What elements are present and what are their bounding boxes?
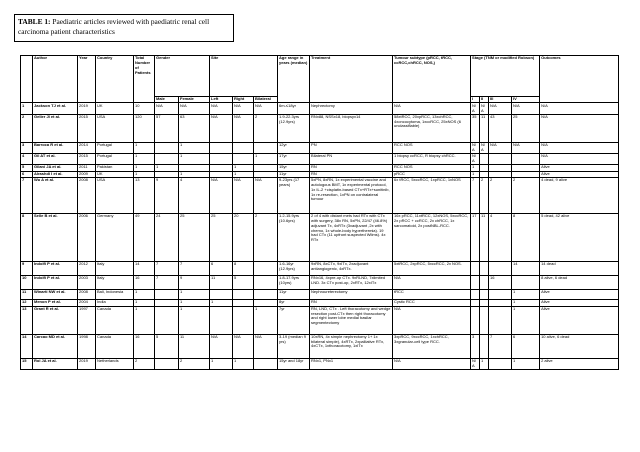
cell-right: N/A bbox=[233, 114, 254, 142]
cell-country: Italy bbox=[96, 276, 134, 290]
cell-country: Germany bbox=[96, 214, 134, 262]
cell-left bbox=[210, 153, 233, 164]
cell-total: 1 bbox=[134, 142, 155, 153]
cell-s2: 11 bbox=[480, 214, 489, 262]
table-row bbox=[21, 290, 619, 300]
cell-outcomes: N/A bbox=[540, 153, 619, 164]
header-num bbox=[21, 56, 33, 103]
cell-num: 6 bbox=[21, 171, 33, 177]
cell-treatment: Nephroureterectomy bbox=[310, 290, 393, 300]
cell-outcomes: 8 alive, 6 dead bbox=[540, 276, 619, 290]
cell-num: 1 bbox=[21, 103, 33, 114]
cell-author: Gilani JA et al. bbox=[33, 165, 78, 171]
header-site: Site bbox=[210, 56, 278, 97]
cell-left: 25 bbox=[210, 214, 233, 262]
cell-subtype: N/A bbox=[393, 358, 471, 369]
cell-right: 1 bbox=[233, 171, 254, 177]
cell-right bbox=[233, 142, 254, 153]
cell-s2: 2 bbox=[480, 178, 489, 214]
cell-bilateral: 1 bbox=[254, 153, 278, 164]
cell-age: 8yr bbox=[278, 300, 310, 306]
cell-age: 15yr bbox=[278, 165, 310, 171]
cell-age: 11yr bbox=[278, 171, 310, 177]
cell-right: 1 bbox=[233, 165, 254, 171]
table-row bbox=[21, 178, 619, 214]
cell-s4: 1 bbox=[512, 300, 540, 306]
header-author: Author bbox=[33, 56, 78, 103]
cell-outcomes: Alive bbox=[540, 290, 619, 300]
cell-author: Selle B et al. bbox=[33, 214, 78, 262]
patient-table bbox=[20, 55, 619, 370]
cell-subtype: pRCC bbox=[393, 171, 471, 177]
table-row bbox=[21, 358, 619, 369]
cell-s1: 17 bbox=[471, 214, 480, 262]
cell-age: 6m-≤18yr bbox=[278, 103, 310, 114]
cell-num: 14 bbox=[21, 334, 33, 358]
cell-female: 7 bbox=[179, 262, 210, 276]
cell-s4: 1 bbox=[512, 358, 540, 369]
cell-subtype: 6x tRCC, 5xccRCC, 1xpRCC, 1xNOS bbox=[393, 178, 471, 214]
cell-s2 bbox=[480, 290, 489, 300]
table-row bbox=[21, 334, 619, 358]
cell-author: Geller JI et al. bbox=[33, 114, 78, 142]
cell-author: Carcao MD et al. bbox=[33, 334, 78, 358]
cell-female: 9 bbox=[179, 276, 210, 290]
cell-s1: N/A bbox=[471, 103, 480, 114]
cell-age: 11yr bbox=[278, 290, 310, 300]
header-outcomes: Outcomes bbox=[540, 56, 619, 103]
cell-s3: 16 bbox=[489, 276, 512, 290]
cell-s1: 7 bbox=[471, 178, 480, 214]
cell-age: 1.2-15.9yrs (10.6yrs) bbox=[278, 214, 310, 262]
header-country: Country bbox=[96, 56, 134, 103]
cell-s3: N/A bbox=[489, 103, 512, 114]
header-total: Total Number of Patients bbox=[134, 56, 155, 103]
cell-country: Portugal bbox=[96, 142, 134, 153]
cell-subtype: 58xtRCC, 20xpRCC, 13xchRCC, 4xoncocytoma, 1xccRCC, 25xNOS (6 unclassifiable) bbox=[393, 114, 471, 142]
cell-outcomes: N/A bbox=[540, 114, 619, 142]
cell-year: 2004 bbox=[78, 300, 96, 306]
header-bilateral: Bilateral bbox=[254, 97, 278, 103]
cell-year: 1997 bbox=[78, 306, 96, 334]
cell-outcomes: 14 dead bbox=[540, 262, 619, 276]
cell-male: 9 bbox=[155, 178, 179, 214]
cell-author: Jackson TJ et al. bbox=[33, 103, 78, 114]
cell-num: 8 bbox=[21, 214, 33, 262]
cell-year: 2019 bbox=[78, 103, 96, 114]
cell-subtype: 16x pRCC, 11xtRCC, 12xNOS, 5xccRCC, 2x pRCC + ccRCC, 2x chRCC, 1x sarcomatoid, 2x postNBL-RCC. bbox=[393, 214, 471, 262]
cell-country: Netherlands bbox=[96, 358, 134, 369]
cell-s3: 7 bbox=[489, 334, 512, 358]
cell-country: UK bbox=[96, 171, 134, 177]
cell-subtype: 1 biopsy ccRCC, R biopsy chRCC. bbox=[393, 153, 471, 164]
cell-male bbox=[155, 290, 179, 300]
cell-right bbox=[233, 306, 254, 334]
cell-num: 3 bbox=[21, 142, 33, 153]
table-row bbox=[21, 214, 619, 262]
cell-s1: 1 bbox=[471, 171, 480, 177]
cell-year: 2014 bbox=[78, 142, 96, 153]
cell-s4: 25 bbox=[512, 114, 540, 142]
cell-female: 63 bbox=[179, 114, 210, 142]
cell-subtype: 3xpRCC, 9xccRCC, 1xchRCC, 3xgranular-cell type RCC. bbox=[393, 334, 471, 358]
cell-num: 9 bbox=[21, 262, 33, 276]
cell-treatment: RNx1, PNx1 bbox=[310, 358, 393, 369]
cell-outcomes: N/A bbox=[540, 142, 619, 153]
cell-treatment: Nephrectomy bbox=[310, 103, 393, 114]
cell-year: 2015 bbox=[78, 153, 96, 164]
cell-total: 49 bbox=[134, 214, 155, 262]
cell-s2 bbox=[480, 153, 489, 164]
header-stage-2: II bbox=[480, 97, 489, 103]
cell-female: N/A bbox=[179, 103, 210, 114]
cell-author: Grant R et al. bbox=[33, 306, 78, 334]
cell-outcomes: Alive bbox=[540, 306, 619, 334]
header-female: Female bbox=[179, 97, 210, 103]
cell-author: Gil AT et al. bbox=[33, 153, 78, 164]
cell-right: 1 bbox=[233, 358, 254, 369]
cell-s4: 14 bbox=[512, 262, 540, 276]
cell-s3 bbox=[489, 290, 512, 300]
cell-bilateral bbox=[254, 290, 278, 300]
cell-female: 25 bbox=[179, 214, 210, 262]
cell-age: 1.9-22.3yrs (12.9yrs) bbox=[278, 114, 310, 142]
cell-s1 bbox=[471, 290, 480, 300]
cell-country: Portugal bbox=[96, 153, 134, 164]
cell-num: 15 bbox=[21, 358, 33, 369]
cell-male: 57 bbox=[155, 114, 179, 142]
cell-bilateral bbox=[254, 262, 278, 276]
table-row bbox=[21, 276, 619, 290]
cell-treatment: RN bbox=[310, 300, 393, 306]
cell-male: N/A bbox=[155, 103, 179, 114]
cell-country: UK bbox=[96, 103, 134, 114]
cell-year: 2008 bbox=[78, 178, 96, 214]
cell-total: 1 bbox=[134, 300, 155, 306]
cell-s3: 2 bbox=[489, 178, 512, 214]
cell-age: 15yr and 18yr bbox=[278, 358, 310, 369]
cell-left bbox=[210, 306, 233, 334]
cell-treatment: 9xRN, 8xCTx, 9xITx, 2xadjuvant antiangiogenic, 4xRTx. bbox=[310, 262, 393, 276]
cell-total: 1 bbox=[134, 171, 155, 177]
cell-total: 1 bbox=[134, 153, 155, 164]
cell-s3 bbox=[489, 306, 512, 334]
cell-num: 7 bbox=[21, 178, 33, 214]
table-caption bbox=[14, 14, 234, 42]
cell-year: 2019 bbox=[78, 358, 96, 369]
cell-author: Wu A et al. bbox=[33, 178, 78, 214]
cell-s1: 3 bbox=[471, 334, 480, 358]
cell-age: 3-19 (median 9 yrs) bbox=[278, 334, 310, 358]
cell-right: N/A bbox=[233, 334, 254, 358]
cell-year: 2006 bbox=[78, 214, 96, 262]
cell-left bbox=[210, 290, 233, 300]
table-caption-label: TABLE 1: bbox=[18, 17, 51, 26]
cell-author: Winarti NW et al. bbox=[33, 290, 78, 300]
cell-treatment: 10xRN, 4x simple nephrectomy 1+ 1x bilateral simple), 4xRTx, 2xpalliative RTx, 4xCTx, 1xthoracotomy, 1xITx bbox=[310, 334, 393, 358]
cell-left: 1 bbox=[210, 358, 233, 369]
cell-subtype: N/A bbox=[393, 276, 471, 290]
cell-left: 6 bbox=[210, 262, 233, 276]
cell-female: 1 bbox=[179, 306, 210, 334]
cell-s1: N/A bbox=[471, 153, 480, 164]
cell-right bbox=[233, 290, 254, 300]
cell-s3 bbox=[489, 262, 512, 276]
cell-left: N/A bbox=[210, 103, 233, 114]
table-row bbox=[21, 142, 619, 153]
cell-s3: 4 bbox=[489, 214, 512, 262]
cell-country: USA bbox=[96, 178, 134, 214]
header-left: Left bbox=[210, 97, 233, 103]
cell-s4: 6 bbox=[512, 334, 540, 358]
cell-bilateral: 2 bbox=[254, 214, 278, 262]
cell-outcomes: 10 alive, 6 dead bbox=[540, 334, 619, 358]
cell-left: N/A bbox=[210, 178, 233, 214]
cell-s1 bbox=[471, 306, 480, 334]
cell-num: 12 bbox=[21, 300, 33, 306]
cell-bilateral: N/A bbox=[254, 178, 278, 214]
cell-s1 bbox=[471, 276, 480, 290]
cell-female: 4 bbox=[179, 178, 210, 214]
cell-age: 1.6-16yr (12.9yrs) bbox=[278, 262, 310, 276]
cell-right: 8 bbox=[233, 262, 254, 276]
cell-s2: N/A bbox=[480, 103, 489, 114]
cell-year: 2011 bbox=[78, 165, 96, 171]
cell-outcomes: Alive bbox=[540, 171, 619, 177]
cell-female: 1 bbox=[179, 153, 210, 164]
cell-bilateral: 1 bbox=[254, 306, 278, 334]
table-row bbox=[21, 153, 619, 164]
cell-country: Bali, Indonesia bbox=[96, 290, 134, 300]
cell-outcomes: 5 dead, 42 alive bbox=[540, 214, 619, 262]
cell-author: Barroca R et al. bbox=[33, 142, 78, 153]
cell-s2 bbox=[480, 334, 489, 358]
cell-subtype: Cystic RCC bbox=[393, 300, 471, 306]
cell-treatment: Bilateral PN bbox=[310, 153, 393, 164]
cell-left: 11 bbox=[210, 276, 233, 290]
cell-outcomes: 4 dead, 9 alive bbox=[540, 178, 619, 214]
cell-bilateral: 2 bbox=[254, 114, 278, 142]
cell-bilateral bbox=[254, 142, 278, 153]
cell-treatment: PN bbox=[310, 142, 393, 153]
table-body bbox=[21, 103, 619, 369]
cell-bilateral: N/A bbox=[254, 334, 278, 358]
cell-age: 7yr bbox=[278, 306, 310, 334]
cell-bilateral bbox=[254, 358, 278, 369]
header-right: Right bbox=[233, 97, 254, 103]
header-gender: Gender bbox=[155, 56, 210, 97]
cell-subtype: N/A bbox=[393, 103, 471, 114]
cell-num: 11 bbox=[21, 290, 33, 300]
cell-total: 13 bbox=[134, 178, 155, 214]
cell-s1: 35 bbox=[471, 114, 480, 142]
cell-female: 1 bbox=[179, 290, 210, 300]
header-male: Male bbox=[155, 97, 179, 103]
cell-s2: 1 bbox=[480, 358, 489, 369]
cell-s3: N/A bbox=[489, 142, 512, 153]
cell-total: 1 bbox=[134, 306, 155, 334]
cell-treatment: RNx16, 4xpre-op CTx. 9xRLND, 7xlimited LND. 3x CTx post-op, 2xRTx, 12xITx bbox=[310, 276, 393, 290]
cell-right: N/A bbox=[233, 103, 254, 114]
cell-right bbox=[233, 153, 254, 164]
cell-treatment: RN bbox=[310, 165, 393, 171]
cell-s1: 1 bbox=[471, 165, 480, 171]
cell-right: 5 bbox=[233, 276, 254, 290]
cell-male bbox=[155, 153, 179, 164]
cell-left: N/A bbox=[210, 334, 233, 358]
cell-left: N/A bbox=[210, 114, 233, 142]
cell-treatment: RN, LND, CTx . Left thoracotomy and wedge resection post-CTx then right thoracotomy and right lower lobe medial basilar segmentectomy bbox=[310, 306, 393, 334]
cell-s2 bbox=[480, 262, 489, 276]
cell-s3 bbox=[489, 358, 512, 369]
cell-female: 2 bbox=[179, 358, 210, 369]
cell-country: Italy bbox=[96, 262, 134, 276]
cell-s4 bbox=[512, 153, 540, 164]
cell-bilateral bbox=[254, 276, 278, 290]
cell-s2: N/A bbox=[480, 142, 489, 153]
header-stage-4: IV bbox=[512, 97, 540, 103]
cell-s2: 11 bbox=[480, 114, 489, 142]
cell-subtype: tRCC bbox=[393, 290, 471, 300]
cell-age: 1.8-17.9yrs (10yrs) bbox=[278, 276, 310, 290]
cell-country: Pakistan bbox=[96, 165, 134, 171]
cell-subtype: RCC NOS bbox=[393, 165, 471, 171]
cell-bilateral: N/A bbox=[254, 103, 278, 114]
cell-treatment: RNx88, NSSx18, biopsyx14 bbox=[310, 114, 393, 142]
cell-outcomes: Alive bbox=[540, 165, 619, 171]
cell-treatment: 2 of 4 with distant mets had RTx with CTx with surgery, 38x RN, 5xPN, 22/47 (46.8%) adjuvant Tx, 4xRTx (3xadjuvant ,2x with chemo, 1x whole-body hyperthermia). 19 had CTx (11 upfront suspected Wilms). 4x RTx bbox=[310, 214, 393, 262]
cell-year: 1998 bbox=[78, 334, 96, 358]
header-subtype: Tumour subtype (pRCC, tRCC, ccRCC,chRCC, NOS,) bbox=[393, 56, 471, 103]
table-row bbox=[21, 306, 619, 334]
header-treatment: Treatment bbox=[310, 56, 393, 103]
cell-s4: N/A bbox=[512, 103, 540, 114]
cell-s4: 2 bbox=[512, 178, 540, 214]
cell-male: 1 bbox=[155, 165, 179, 171]
cell-total: 1 bbox=[134, 165, 155, 171]
cell-s4: N/A bbox=[512, 142, 540, 153]
cell-num: 5 bbox=[21, 165, 33, 171]
cell-s1: N/A bbox=[471, 142, 480, 153]
cell-total: 16 bbox=[134, 334, 155, 358]
cell-female: 1 bbox=[179, 300, 210, 306]
cell-s4: 8 bbox=[512, 214, 540, 262]
cell-treatment: 5xPN, 8xRN, 1x experimental vaccine and autologous BMT, 1x experimental protocol, 1x IL-2 +cisplatin-based CTx+RTx+sunitinib, 1x re-resection, 1xPN on contralateral tumour bbox=[310, 178, 393, 214]
cell-outcomes: 2 alive bbox=[540, 358, 619, 369]
cell-country: USA bbox=[96, 114, 134, 142]
header-year: Year bbox=[78, 56, 96, 103]
cell-outcomes: N/A bbox=[540, 103, 619, 114]
cell-male bbox=[155, 142, 179, 153]
cell-male bbox=[155, 306, 179, 334]
header-stage-3: III bbox=[489, 97, 512, 103]
cell-female: 1 bbox=[179, 142, 210, 153]
cell-year: 2015 bbox=[78, 114, 96, 142]
table-caption-text: Paediatric articles reviewed with paediatric renal cell carcinoma patient characteristics bbox=[18, 17, 210, 36]
cell-age: 17yr bbox=[278, 153, 310, 164]
cell-country: India bbox=[96, 300, 134, 306]
cell-s3 bbox=[489, 153, 512, 164]
cell-total: 120 bbox=[134, 114, 155, 142]
table-row bbox=[21, 103, 619, 114]
cell-s2 bbox=[480, 306, 489, 334]
cell-age: 9-23yrs (17 years) bbox=[278, 178, 310, 214]
cell-author: Indolfi P et al. bbox=[33, 276, 78, 290]
cell-year: 2012 bbox=[78, 262, 96, 276]
cell-subtype: N/A bbox=[393, 306, 471, 334]
header-stage: Stage (TNM or modified Robson) bbox=[471, 56, 540, 97]
cell-age: 12yr bbox=[278, 142, 310, 153]
cell-s2 bbox=[480, 276, 489, 290]
cell-male bbox=[155, 358, 179, 369]
cell-total: 1 bbox=[134, 290, 155, 300]
cell-total: 14 bbox=[134, 262, 155, 276]
cell-s1: N/A bbox=[471, 358, 480, 369]
cell-male: 24 bbox=[155, 214, 179, 262]
cell-num: 4 bbox=[21, 153, 33, 164]
cell-country: Canada bbox=[96, 306, 134, 334]
cell-year: 2008 bbox=[78, 290, 96, 300]
cell-male: 7 bbox=[155, 276, 179, 290]
cell-s1 bbox=[471, 262, 480, 276]
cell-right: 20 bbox=[233, 214, 254, 262]
cell-total: 10 bbox=[134, 103, 155, 114]
cell-male: 7 bbox=[155, 262, 179, 276]
table-row bbox=[21, 114, 619, 142]
cell-left: 1 bbox=[210, 300, 233, 306]
cell-s4: 1 bbox=[512, 306, 540, 334]
cell-outcomes: Alive bbox=[540, 300, 619, 306]
cell-total: 16 bbox=[134, 276, 155, 290]
cell-subtype: RCC NOS bbox=[393, 142, 471, 153]
cell-subtype: 5xtRCC, 2xpRCC, 5xccRCC, 2x NOS. bbox=[393, 262, 471, 276]
cell-s4 bbox=[512, 276, 540, 290]
cell-s4: 1 bbox=[512, 290, 540, 300]
cell-year: 2003 bbox=[78, 276, 96, 290]
cell-author: Rol JA et al. bbox=[33, 358, 78, 369]
header-stage-1: I bbox=[471, 97, 480, 103]
cell-left bbox=[210, 142, 233, 153]
cell-num: 10 bbox=[21, 276, 33, 290]
cell-author: Indolfi P et al. bbox=[33, 262, 78, 276]
cell-num: 2 bbox=[21, 114, 33, 142]
cell-country: Canada bbox=[96, 334, 134, 358]
cell-male: 5 bbox=[155, 334, 179, 358]
cell-female: 11 bbox=[179, 334, 210, 358]
cell-right: N/A bbox=[233, 178, 254, 214]
cell-s3: 43 bbox=[489, 114, 512, 142]
cell-author: Alrashdi I et al. bbox=[33, 171, 78, 177]
cell-author: Menon P et al. bbox=[33, 300, 78, 306]
header-age: Age range in years (median) bbox=[278, 56, 310, 103]
cell-female: 1 bbox=[179, 171, 210, 177]
cell-treatment: RN bbox=[310, 171, 393, 177]
cell-year: 2009 bbox=[78, 171, 96, 177]
cell-total: 2 bbox=[134, 358, 155, 369]
cell-num: 13 bbox=[21, 306, 33, 334]
table-row bbox=[21, 262, 619, 276]
